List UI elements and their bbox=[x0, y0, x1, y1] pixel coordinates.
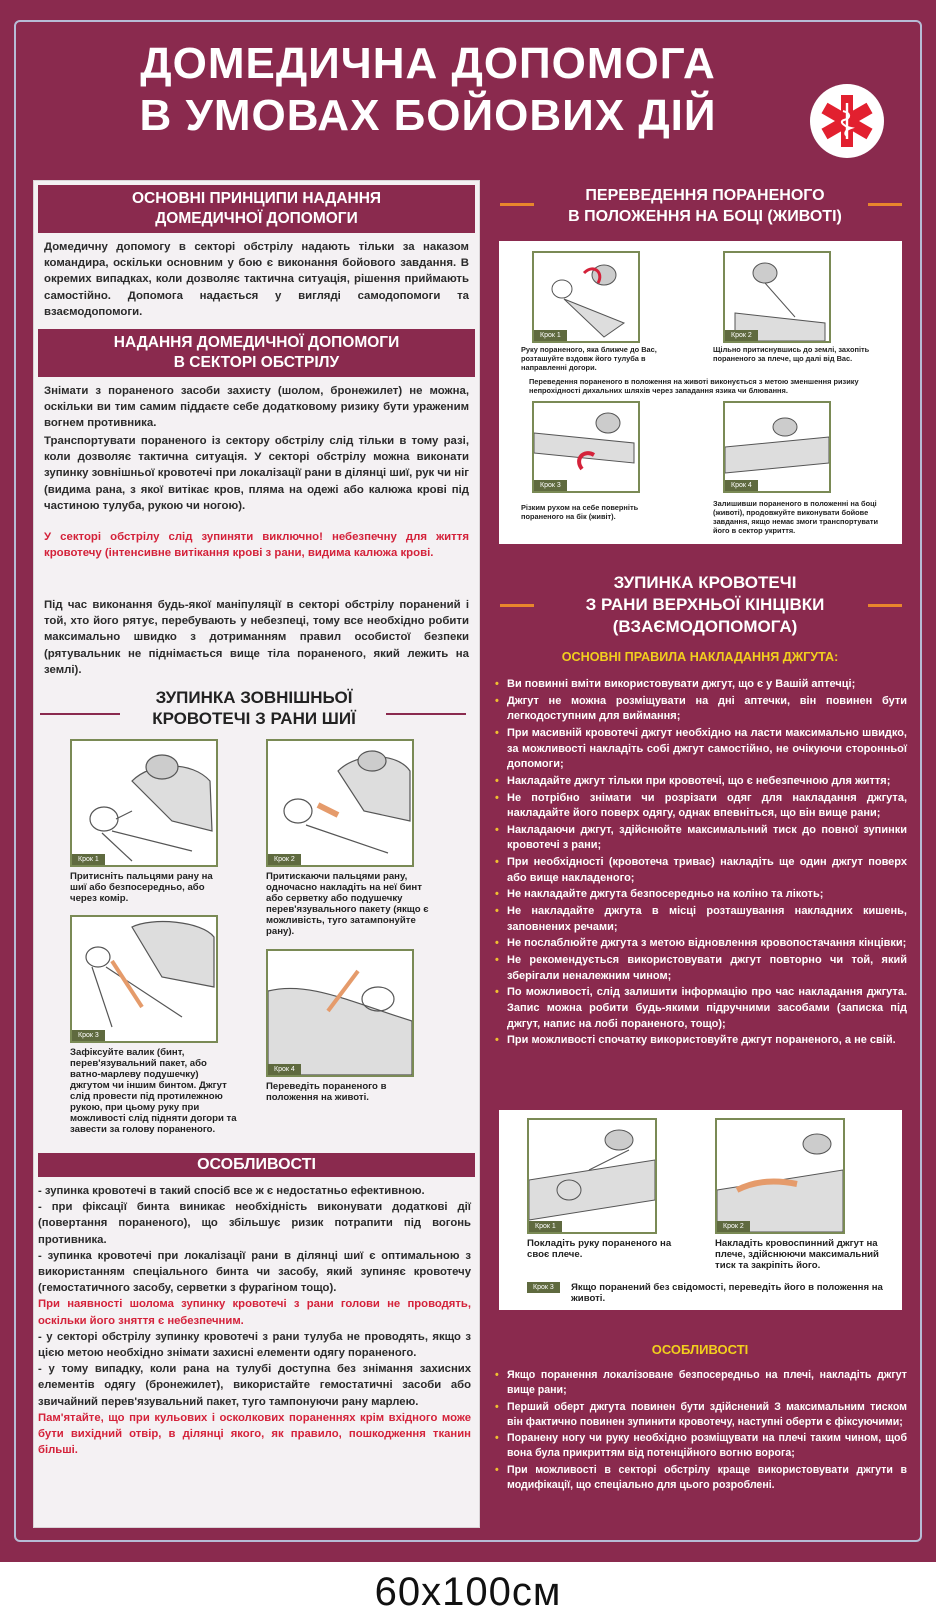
arm-step-1-caption: Покладіть руку пораненого на своє плече. bbox=[527, 1238, 672, 1260]
side-step-1-label: Крок 1 bbox=[534, 330, 567, 341]
title-line-2: В УМОВАХ БОЙОВИХ ДІЙ bbox=[139, 91, 717, 140]
left-feature-5: - у секторі обстрілу зупинку кровотечі з рани тулуба не проводять, якщо з цією метою необхідно знімати захисні елементи одягу пораненого. bbox=[38, 1330, 471, 1360]
right-features-heading: ОСОБЛИВОСТІ bbox=[651, 1342, 749, 1357]
rule-item: • Не накладайте джгута безпосередньо на коліно та лікоть; bbox=[495, 887, 907, 903]
side-position-note: Переведення пораненого в положення на животі виконується з метою зменшення ризику непрохідності дихальних шляхів через западання язика чи блювання. bbox=[529, 377, 859, 395]
neck-step-2-illustration bbox=[266, 739, 414, 867]
star-of-life-icon bbox=[810, 84, 884, 158]
arm-step-2-label: Крок 2 bbox=[717, 1221, 750, 1232]
fire-sector-text-1: Знімати з пораненого засоби захисту (шолом, бронежилет) не можна, оскільки ви тим самим піддаєте себе додатковому ризику бути ураженим вогнем противника. bbox=[44, 385, 469, 430]
side-step-1-caption: Руку пораненого, яка ближче до Вас, розташуйте вздовж його тулуба в направленні догори. bbox=[521, 345, 657, 372]
rule-item: • Не рекомендується використовувати джгут повторно чи той, який зберігали неналежним чином; bbox=[495, 953, 907, 984]
side-step-3-caption: Різким рухом на себе поверніть пораненого на бік (живіт). bbox=[521, 503, 639, 521]
right-feature-item: • Якщо поранення локалізоване безпосередньо на плечі, накладіть джгут вище рани; bbox=[495, 1368, 907, 1398]
left-feature-6: - у тому випадку, коли рана на тулубі доступна без знімання захисних елементів одягу (бронежилет), використайте гемостатичні засоби або звичайний перев'язувальний пакет, туго тампонуючи рану марлею. bbox=[38, 1363, 471, 1408]
tourniquet-rules-list bbox=[495, 677, 907, 1050]
rule-item: • Не послаблюйте джгута з метою відновлення кровопостачання кінцівки; bbox=[495, 936, 907, 952]
arm-step-2-caption: Накладіть кровоспинний джгут на плече, здійснюючи максимальний тиск та закріпіть його. bbox=[715, 1238, 879, 1271]
principles-heading bbox=[38, 185, 475, 233]
side-step-4-illustration bbox=[723, 401, 831, 493]
rule-item: • При можливості спочатку використовуйте джгут пораненого, а не свій. bbox=[495, 1033, 907, 1049]
rule-item: • По можливості, слід залишити інформацію про час накладання джгута. Запис можна робити будь-якими підручними засобами (записка під джгут, напис на лобі пораненого, тощо); bbox=[495, 985, 907, 1032]
fire-sector-text-2: Транспортувати пораненого із сектору обстрілу слід тільки в тому разі, коли дозволяє тактична ситуація. У секторі обстрілу можна виконати зупинку зовнішньої кровотечі при локалізації рани в ділянці шиї, рук чи ніг (видима рана, з якої витікає кров, пляма на одежі або калюжа крові під частиною тулуба, рукою чи ногою). bbox=[44, 435, 469, 512]
divider-left bbox=[40, 713, 120, 715]
arm-bleeding-heading bbox=[530, 572, 880, 638]
principles-text: Домедичну допомогу в секторі обстрілу надають тільки за наказом командира, оскільки основним у бою є виконання бойового завдання. В окремих випадках, коли дозволяє тактична ситуація, рішення приймають самостійно. Допомога надається у вигляді самодопомоги та взаємодопомоги. bbox=[44, 241, 469, 318]
arm-heading-line-1: ЗУПИНКА КРОВОТЕЧІ bbox=[613, 573, 797, 592]
neck-step-1-illustration bbox=[70, 739, 218, 867]
side-step-4-label: Крок 4 bbox=[725, 480, 758, 491]
fire-sector-warning: У секторі обстрілу слід зупиняти виключно! небезпечну для життя кровотечу (інтенсивне витікання крові з рани, видима калюжа крові. bbox=[44, 531, 469, 560]
fire-sector-text-3: Під час виконання будь-якої маніпуляції в секторі обстрілу поранений і той, хто його рятує, перебувають у небезпеці, тому все необхідно робити максимально швидко з дотриманням правил особистої безпеки (рятувальник не піднімається вище тіла пораненого, який лежить на землі). bbox=[44, 599, 469, 676]
neck-step-1-caption: Притисніть пальцями рану на шиї або безпосередньо, або через комір. bbox=[70, 871, 213, 904]
left-panel bbox=[33, 180, 480, 1528]
left-feature-7-warning: Пам'ятайте, що при кульових і осколкових пораненнях крім вхідного може бути вихідний отвір, в ділянці якого, як правило, пошкодження тканин більші. bbox=[38, 1411, 471, 1457]
side-step-2-illustration bbox=[723, 251, 831, 343]
neck-step-2-caption: Притискаючи пальцями рану, одночасно накладіть на неї бинт або серветку або подушечку перев'язувального пакету (якщо є можливість, туго затампонуйте рану). bbox=[266, 871, 429, 937]
left-feature-4-warning: При наявності шолома зупинку кровотечі з рани голови не проводять, оскільки його зняття є небезпечним. bbox=[38, 1298, 471, 1327]
side-step-4-caption: Залишивши пораненого в положенні на боці (животі), продовжуйте виконувати бойове завдання, якщо немає змоги транспортувати його в сектор укриття. bbox=[713, 499, 879, 535]
fire-sector-heading-line-1: НАДАННЯ ДОМЕДИЧНОЇ ДОПОМОГИ bbox=[113, 334, 400, 351]
left-feature-3: - зупинка кровотечі при локалізації рани в ділянці шиї є оптимальною з використанням спеціального бинта чи засобу, який зупиняє кровотечу (гемостатичного засобу, серветки з фурагіном тощо). bbox=[38, 1249, 471, 1295]
neck-step-4-label: Крок 4 bbox=[268, 1064, 301, 1075]
arm-heading-line-3: (ВЗАЄМОДОПОМОГА) bbox=[612, 617, 798, 636]
left-features-heading: ОСОБЛИВОСТІ bbox=[38, 1153, 475, 1177]
rule-item: • Накладайте джгут тільки при кровотечі, що є небезпечною для життя; bbox=[495, 774, 907, 790]
side-step-2-caption: Щільно притиснувшись до землі, захопіть пораненого за плече, що далі від Вас. bbox=[713, 345, 870, 363]
neck-step-4-illustration bbox=[266, 949, 414, 1077]
rule-item: • Ви повинні вміти використовувати джгут, що є у Вашій аптечці; bbox=[495, 677, 907, 693]
rule-item: • При масивній кровотечі джгут необхідно на ласти максимально швидко, за можливості накладіть собі джгут самостійно, не очікуючи сторонньої допомоги; bbox=[495, 726, 907, 773]
rule-item: • Не накладайте джгута в місці розташування накладних кишень, заповнених речами; bbox=[495, 904, 907, 935]
neck-step-1-label: Крок 1 bbox=[72, 854, 105, 865]
rule-item: • Не потрібно знімати чи розрізати одяг для накладання джгута, накладайте його поверх одягу, однак впевніться, що він вище рани; bbox=[495, 791, 907, 822]
side-heading-line-2: В ПОЛОЖЕННЯ НА БОЦІ (ЖИВОТІ) bbox=[568, 208, 842, 225]
neck-bleeding-heading bbox=[114, 687, 394, 729]
principles-heading-line-1: ОСНОВНІ ПРИНЦИПИ НАДАННЯ bbox=[131, 190, 382, 207]
left-feature-2: - при фіксації бинта виникає необхідність виконувати додаткові дії (повертання пораненого), що збільшує ризик потрапити під вогонь противника. bbox=[38, 1201, 471, 1246]
arm-step-3-label: Крок 3 bbox=[527, 1282, 560, 1293]
neck-step-4-caption: Переведіть пораненого в положення на животі. bbox=[266, 1081, 387, 1103]
right-feature-item: • Перший оберт джгута повинен бути здійснений З максимальним тиском він фактично повинен зупинити кровотечу, наступні оберти є фіксуючими; bbox=[495, 1400, 907, 1430]
side-position-heading bbox=[520, 185, 890, 227]
neck-step-2-label: Крок 2 bbox=[268, 854, 301, 865]
left-features-list bbox=[38, 1183, 471, 1458]
neck-step-3-label: Крок 3 bbox=[72, 1030, 105, 1041]
left-feature-1: - зупинка кровотечі в такий спосіб все ж є недостатньо ефективною. bbox=[38, 1185, 425, 1197]
side-heading-line-1: ПЕРЕВЕДЕННЯ ПОРАНЕНОГО bbox=[585, 187, 825, 204]
arm-heading-line-2: З РАНИ ВЕРХНЬОЇ КІНЦІВКИ bbox=[585, 595, 825, 614]
arm-title-rule-left bbox=[500, 604, 534, 607]
fire-sector-heading bbox=[38, 329, 475, 377]
side-step-1-illustration bbox=[532, 251, 640, 343]
side-step-2-label: Крок 2 bbox=[725, 330, 758, 341]
arm-steps-panel bbox=[499, 1110, 902, 1310]
rule-item: • При необхідності (кровотеча триває) накладіть ще один джгут поверх або вище накладеного; bbox=[495, 855, 907, 886]
right-feature-item: • Поранену ногу чи руку необхідно розміщувати на плечі таким чином, щоб вона була прикриттям від потенційного вогню ворога; bbox=[495, 1431, 907, 1461]
poster-title bbox=[60, 38, 796, 142]
side-step-3-illustration bbox=[532, 401, 640, 493]
principles-heading-line-2: ДОМЕДИЧНОЇ ДОПОМОГИ bbox=[155, 210, 358, 227]
neck-heading-line-2: КРОВОТЕЧІ З РАНИ ШИЇ bbox=[152, 709, 356, 728]
divider-right bbox=[386, 713, 466, 715]
right-feature-item: • При можливості в секторі обстрілу краще використовувати джгути в модифікації, що спеціально для цього розроблені. bbox=[495, 1463, 907, 1493]
rule-item: • Накладаючи джгут, здійснюйте максимальний тиск до повної зупинки кровотечі з рани; bbox=[495, 823, 907, 854]
neck-step-3-caption: Зафіксуйте валик (бинт, перев'язувальний пакет, або ватно-марлеву подушечку) джгутом чи іншим бинтом. Джгут слід провести під протилежною рукою, при цьому руку при можливості слід підняти догори та завести за голову пораненого. bbox=[70, 1047, 237, 1135]
tourniquet-rules-heading: ОСНОВНІ ПРАВИЛА НАКЛАДАННЯ ДЖГУТА: bbox=[561, 650, 839, 664]
arm-step-1-label: Крок 1 bbox=[529, 1221, 562, 1232]
side-position-panel bbox=[499, 241, 902, 544]
title-line-1: ДОМЕДИЧНА ДОПОМОГА bbox=[140, 39, 716, 88]
arm-step-1-illustration bbox=[527, 1118, 657, 1234]
right-features-list bbox=[495, 1368, 907, 1494]
side-step-3-label: Крок 3 bbox=[534, 480, 567, 491]
rule-item: • Джгут не можна розміщувати на дні аптечки, він повинен бути легкодоступним для виймання; bbox=[495, 694, 907, 725]
poster-size-caption: 60х100см bbox=[374, 1570, 562, 1614]
fire-sector-heading-line-2: В СЕКТОРІ ОБСТРІЛУ bbox=[173, 354, 340, 371]
arm-step-3-caption: Якщо поранений без свідомості, переведіть його в положення на животі. bbox=[571, 1282, 883, 1304]
arm-step-2-illustration bbox=[715, 1118, 845, 1234]
neck-step-3-illustration bbox=[70, 915, 218, 1043]
neck-heading-line-1: ЗУПИНКА ЗОВНІШНЬОЇ bbox=[155, 688, 353, 707]
